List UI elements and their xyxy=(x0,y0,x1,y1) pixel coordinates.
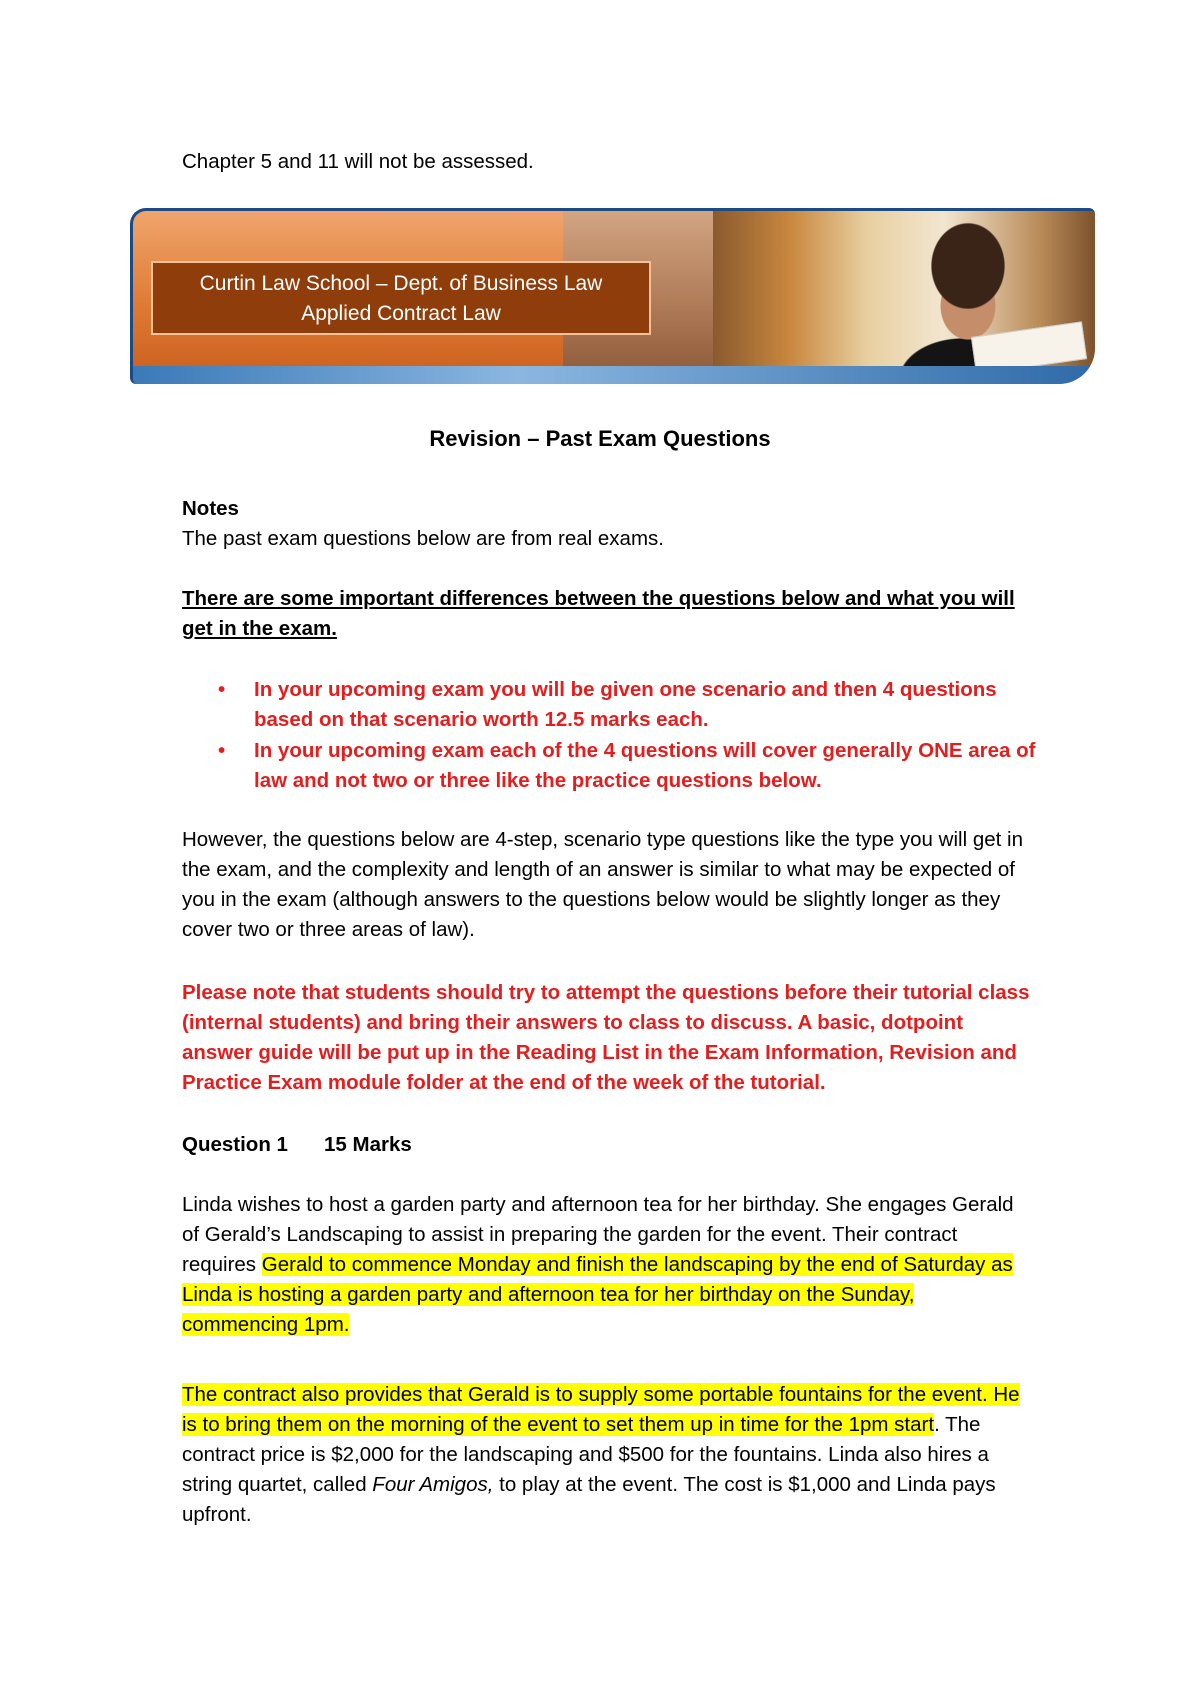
question-1-paragraph-1 xyxy=(182,1190,1032,1340)
q1-text: to play at the event. The cost is $1,000 and Linda pays upfront. xyxy=(182,1473,996,1526)
bullet-icon: • xyxy=(218,678,226,701)
notes-heading: Notes xyxy=(182,497,239,520)
assessment-note: Chapter 5 and 11 will not be assessed. xyxy=(182,150,534,173)
please-note-paragraph: Please note that students should try to attempt the questions before their tutorial class (internal students) and bring their answers to class to discuss. A basic, dotpoint answer guide will be put up in the Reading List in the Exam Information, Revision and Practice Exam module folder at the end of the week of the tutorial. xyxy=(182,981,1030,1094)
banner-course-name: Applied Contract Law xyxy=(301,302,501,325)
q1-highlighted-text: The contract also provides that Gerald is to supply some portable fountains for the event. He is to bring them on the morning of the event to set them up in time for the 1pm start xyxy=(182,1383,1020,1436)
q1-band-name: Four Amigos, xyxy=(372,1473,494,1496)
exam-differences-list xyxy=(212,675,1042,796)
page-title: Revision – Past Exam Questions xyxy=(429,426,771,451)
question-marks: 15 Marks xyxy=(324,1133,412,1156)
list-item xyxy=(212,675,1042,735)
q1-text: . The contract price is $2,000 for the landscaping and $500 for the fountains. Linda also hires a string quartet, called xyxy=(182,1413,989,1496)
notes-text: The past exam questions below are from real exams. xyxy=(182,527,664,550)
list-item xyxy=(212,736,1042,796)
q1-highlighted-text: Gerald to commence Monday and finish the landscaping by the end of Saturday as Linda is hosting a garden party and afternoon tea for her birthday on the Sunday, commencing 1pm. xyxy=(182,1253,1013,1336)
banner-school-name: Curtin Law School – Dept. of Business Law xyxy=(199,272,603,295)
course-banner xyxy=(130,208,1095,384)
question-label: Question 1 xyxy=(182,1133,288,1156)
question-1-heading xyxy=(182,1130,1042,1160)
notes-warning: There are some important differences between the questions below and what you will get in the exam. xyxy=(182,587,1015,640)
q1-text: Linda wishes to host a garden party and afternoon tea for her birthday. She engages Gerald of Gerald’s Landscaping to assist in preparing the garden for the event. Their contract requires xyxy=(182,1193,1014,1276)
bullet-icon: • xyxy=(218,739,226,762)
question-1-paragraph-2 xyxy=(182,1380,1032,1530)
bullet-text: In your upcoming exam you will be given one scenario and then 4 questions based on that scenario worth 12.5 marks each. xyxy=(254,678,997,731)
bullet-text: In your upcoming exam each of the 4 questions will cover generally ONE area of law and not two or three like the practice questions below. xyxy=(254,739,1036,792)
banner-blue-strip xyxy=(133,366,1095,384)
banner-title-box xyxy=(151,261,651,335)
however-paragraph: However, the questions below are 4-step, scenario type questions like the type you will get in the exam, and the complexity and length of an answer is similar to what may be expected of you in the exam (although answers to the questions below would be slightly longer as they cover two or three areas of law). xyxy=(182,828,1023,941)
